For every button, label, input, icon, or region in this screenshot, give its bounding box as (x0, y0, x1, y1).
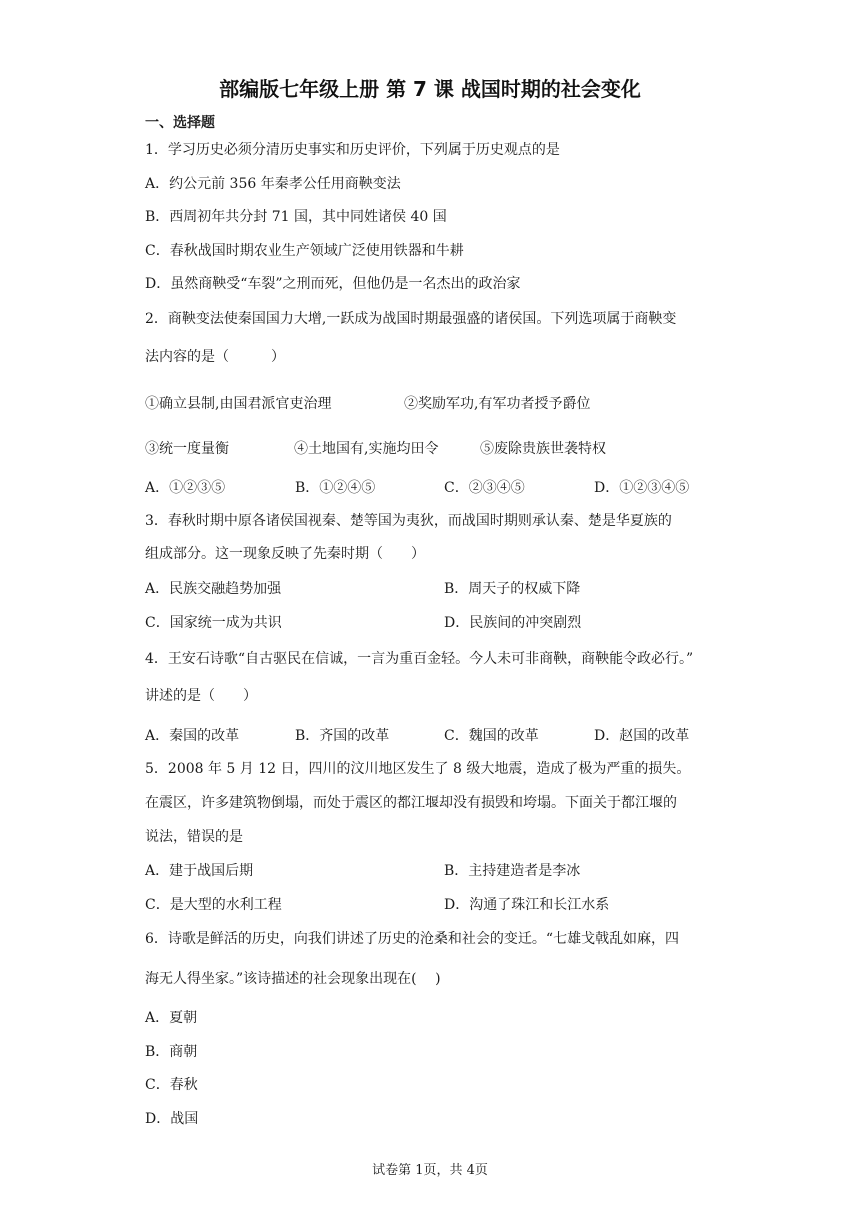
question-5-stem-line-1: 5．2008 年 5 月 12 日，四川的汶川地区发生了 8 级大地震，造成了极为严重的损失。 (145, 761, 691, 777)
question-2-option-d[interactable]: D．①②③④⑤ (594, 480, 690, 496)
page-footer: 试卷第 1页，共 4页 (372, 1163, 488, 1178)
question-5-option-c[interactable]: C．是大型的水利工程 (145, 897, 282, 913)
question-2-stem-line-2: 法内容的是（ ） (145, 349, 285, 365)
question-3-option-d[interactable]: D．民族间的冲突剧烈 (444, 615, 582, 631)
question-6-option-c[interactable]: C．春秋 (145, 1077, 198, 1093)
question-2-stem-line-1: 2．商鞅变法使秦国国力大增,一跃成为战国时期最强盛的诸侯国。下列选项属于商鞅变 (145, 311, 677, 327)
question-1-stem: 1．学习历史必须分清历史事实和历史评价，下列属于历史观点的是 (145, 142, 560, 158)
question-4-option-b[interactable]: B．齐国的改革 (295, 728, 390, 744)
question-4-option-c[interactable]: C．魏国的改革 (444, 728, 539, 744)
question-6-option-d[interactable]: D．战国 (145, 1111, 199, 1127)
question-1-option-a[interactable]: A．约公元前 356 年秦孝公任用商鞅变法 (145, 176, 401, 192)
question-5-stem-line-2: 在震区，许多建筑物倒塌，而处于震区的都江堰却没有损毁和垮塌。下面关于都江堰的 (145, 795, 677, 811)
question-3-stem-line-1: 3．春秋时期中原各诸侯国视秦、楚等国为夷狄，而战国时期则承认秦、楚是华夏族的 (145, 513, 672, 529)
question-2-item-2: ②奖励军功,有军功者授予爵位 (404, 396, 591, 412)
question-2-option-c[interactable]: C．②③④⑤ (444, 480, 525, 496)
question-2-item-5: ⑤废除贵族世袭特权 (480, 441, 606, 457)
question-2-option-b[interactable]: B．①②④⑤ (295, 480, 376, 496)
section-heading: 一、选择题 (145, 115, 215, 131)
question-5-stem-line-3: 说法，错误的是 (145, 829, 243, 845)
question-6-option-b[interactable]: B．商朝 (145, 1044, 198, 1060)
question-3-option-c[interactable]: C．国家统一成为共识 (145, 615, 282, 631)
question-6-stem-line-1: 6．诗歌是鲜活的历史，向我们讲述了历史的沧桑和社会的变迁。“七雄戈戟乱如麻，四 (145, 931, 680, 947)
question-4-stem-line-1: 4．王安石诗歌“自古驱民在信诚，一言为重百金轻。今人未可非商鞅，商鞅能令政必行。” (145, 651, 694, 667)
question-6-option-a[interactable]: A．夏朝 (145, 1010, 198, 1026)
question-3-option-a[interactable]: A．民族交融趋势加强 (145, 581, 282, 597)
question-2-option-a[interactable]: A．①②③⑤ (145, 480, 226, 496)
question-4-option-a[interactable]: A．秦国的改革 (145, 728, 240, 744)
question-3-option-b[interactable]: B．周天子的权威下降 (444, 581, 581, 597)
question-1-option-c[interactable]: C．春秋战国时期农业生产领域广泛使用铁器和牛耕 (145, 243, 464, 259)
question-5-option-b[interactable]: B．主持建造者是李冰 (444, 863, 581, 879)
question-5-option-a[interactable]: A．建于战国后期 (145, 863, 254, 879)
question-6-stem-line-2: 海无人得坐家。”该诗描述的社会现象出现在( ) (145, 971, 441, 987)
question-2-item-3: ③统一度量衡 (145, 441, 229, 457)
question-1-option-b[interactable]: B．西周初年共分封 71 国，其中同姓诸侯 40 国 (145, 209, 447, 225)
question-4-option-d[interactable]: D．赵国的改革 (594, 728, 690, 744)
question-4-stem-line-2: 讲述的是（ ） (145, 688, 257, 704)
question-5-option-d[interactable]: D．沟通了珠江和长江水系 (444, 897, 610, 913)
question-2-item-4: ④土地国有,实施均田令 (294, 441, 439, 457)
question-2-item-1: ①确立县制,由国君派官吏治理 (145, 396, 332, 412)
page-title: 部编版七年级上册 第 7 课 战国时期的社会变化 (219, 77, 641, 101)
question-1-option-d[interactable]: D．虽然商鞅受“车裂”之刑而死，但他仍是一名杰出的政治家 (145, 276, 521, 292)
question-3-stem-line-2: 组成部分。这一现象反映了先秦时期（ ） (145, 546, 425, 562)
